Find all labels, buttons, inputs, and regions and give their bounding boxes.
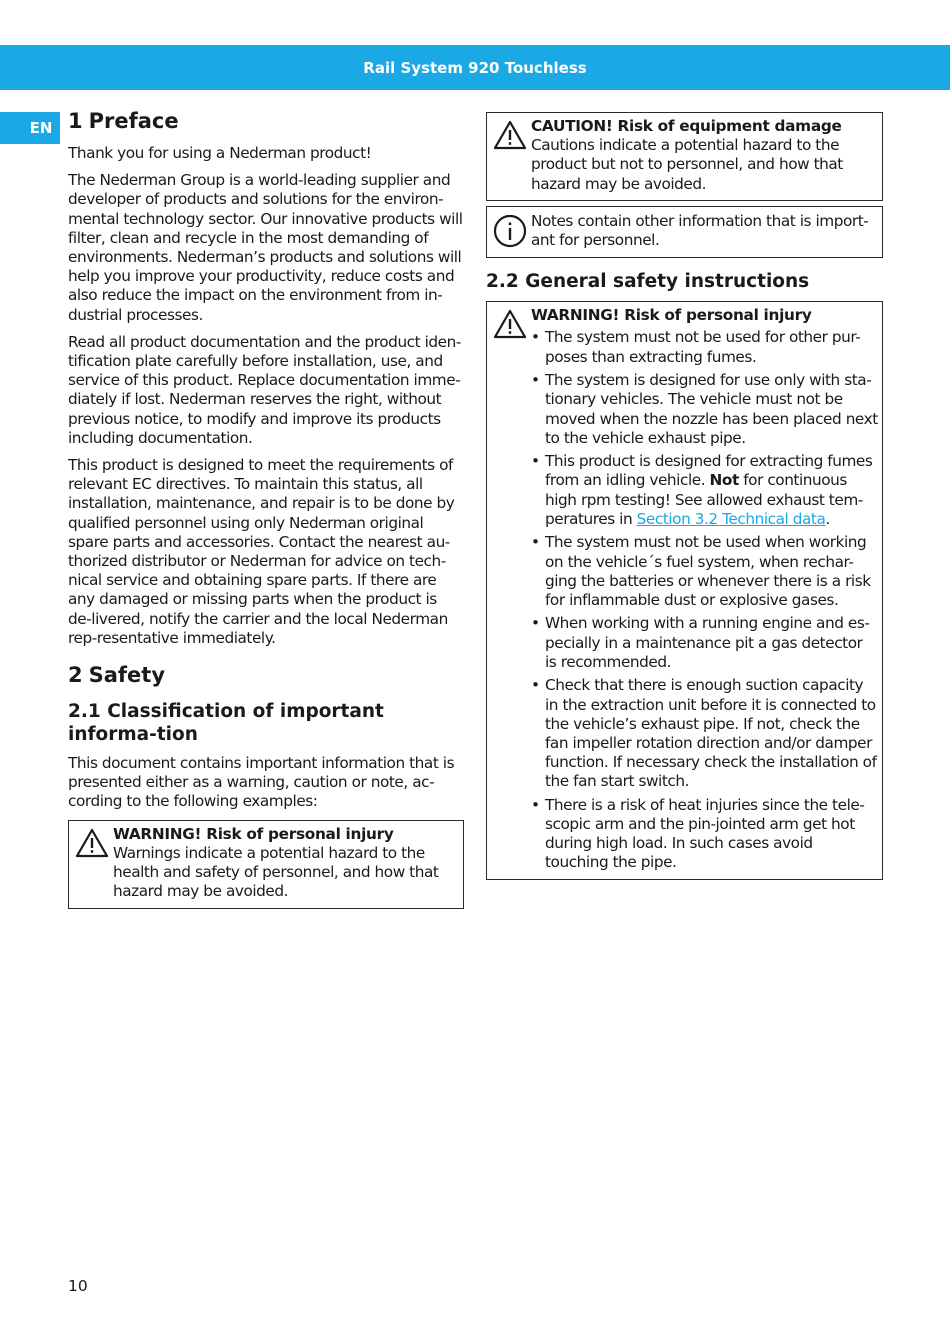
- general-warning-box: [486, 301, 883, 879]
- safety-title: Safety: [88, 663, 166, 688]
- preface-paragraph: Thank you for using a Nederman product!: [68, 144, 372, 162]
- caution-example-box: [486, 112, 883, 201]
- preface-heading: [68, 108, 464, 134]
- general-warning-title: WARNING! Risk of personal injury: [531, 306, 812, 325]
- preface-title: Preface: [88, 109, 179, 133]
- note-example-box: [486, 206, 883, 258]
- list-item: • The system is designed for use only with sta-tionary vehicles. The vehicle must not be moved when the nozzle has been placed next to the vehicle exhaust pipe.: [531, 371, 878, 448]
- list-item: • The system must not be used when working on the vehicle´s fuel system, when rechar-ging the batteries or whenever there is a risk for inflammable dust or explosive gases.: [531, 533, 878, 610]
- preface-number: 1: [68, 109, 83, 133]
- list-item: • When working with a running engine and es-pecially in a maintenance pit a gas detector is recommended.: [531, 614, 878, 672]
- classification-heading: 2.1 Classification of important informa-tion: [68, 701, 384, 746]
- warning-triangle-icon: [493, 308, 527, 340]
- page-number: 10: [68, 1277, 88, 1295]
- info-icon: [493, 214, 527, 248]
- left-column: [68, 108, 464, 914]
- note-text: Notes contain other information that is import-ant for personnel.: [531, 211, 869, 250]
- list-item: • The system must not be used for other pur-poses than extracting fumes.: [531, 328, 878, 366]
- safety-heading: [68, 662, 464, 688]
- list-item: • Check that there is enough suction capacity in the extraction unit before it is connected to the vehicle’s exhaust pipe. If not, check the fan impeller rotation direction and/or damper function. If necessary check the installation of the fan start switch.: [531, 676, 878, 791]
- header-bar: [0, 45, 950, 90]
- list-item-text: .: [825, 509, 830, 528]
- general-safety-heading: 2.2 General safety instructions: [486, 271, 810, 293]
- warning-triangle-icon: [493, 119, 527, 151]
- caution-text: Cautions indicate a potential hazard to the product but not to personnel, and how that hazard may be avoided.: [531, 136, 843, 193]
- right-column: [486, 112, 883, 885]
- classification-intro: This document contains important information that is presented either as a warning, caution or note, ac-cording to the following examples:: [68, 754, 455, 811]
- technical-data-link[interactable]: Section 3.2 Technical data: [636, 509, 826, 528]
- language-tab: EN: [0, 112, 60, 144]
- list-item-text: for continuous high rpm testing! See allowed exhaust tem-peratures in: [545, 471, 863, 528]
- document-title: Rail System 920 Touchless: [363, 58, 587, 77]
- preface-paragraph: The Nederman Group is a world-leading supplier and developer of products and solutions for the environ-mental technology sector. Our innovative products will filter, clean and recycle in the most demanding of environments. Nederman’s products and solutions will help you improve your productivity, reduce costs and also reduce the impact on the environment from in-dustrial processes.: [68, 171, 463, 324]
- list-item: [531, 452, 878, 529]
- safety-number: 2: [68, 663, 83, 688]
- preface-paragraph: Read all product documentation and the product iden-tification plate carefully before installation, use, and service of this product. Replace documentation imme-diately if lost. Nederman reserves the right, without previous notice, to modify and improve its products including documentation.: [68, 332, 461, 447]
- safety-bullet-list: [531, 328, 878, 872]
- caution-title: CAUTION! Risk of equipment damage: [531, 117, 842, 135]
- list-item-bold: Not: [709, 471, 739, 490]
- warning-title: WARNING! Risk of personal injury: [113, 824, 394, 843]
- warning-example-box: [68, 820, 464, 909]
- list-item: • There is a risk of heat injuries since the tele-scopic arm and the pin-jointed arm get hot during high load. In such cases avoid touching the pipe.: [531, 796, 878, 873]
- warning-triangle-icon: [75, 827, 109, 859]
- list-item-text: This product is designed for extracting fumes from an idling vehicle.: [545, 452, 873, 490]
- preface-paragraph: This product is designed to meet the requirements of relevant EC directives. To maintain this status, all installation, maintenance, and repair is to be done by qualified personnel using only Nederman original spare parts and accessories. Contact the nearest au-thorized distributor or Nederman for advice on tech-nical service and obtaining spare parts. If there are any damaged or missing parts when the product is de-livered, notify the carrier and the local Nederman rep-resentative immediately.: [68, 456, 455, 647]
- warning-text: Warnings indicate a potential hazard to the health and safety of personnel, and how that hazard may be avoided.: [113, 843, 439, 901]
